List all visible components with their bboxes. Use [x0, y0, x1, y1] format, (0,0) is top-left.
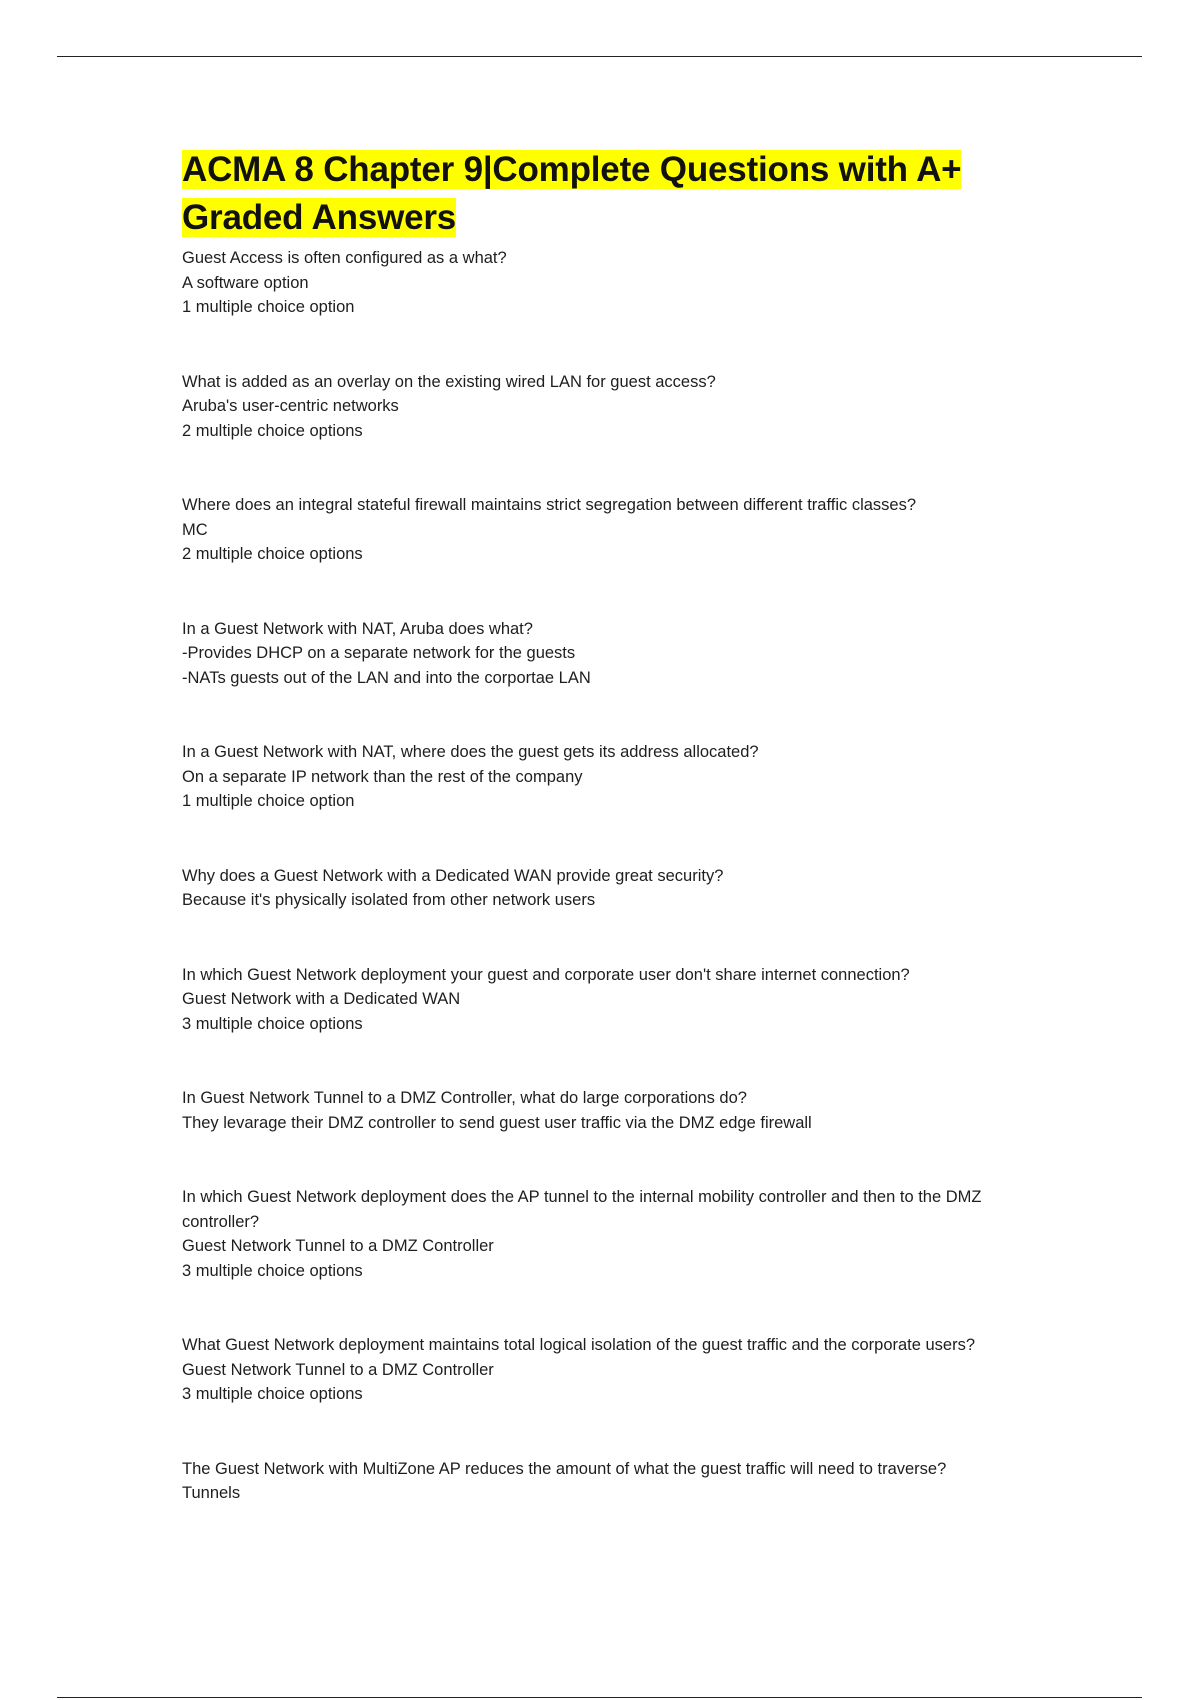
qa-item [182, 246, 1062, 320]
question-text: In a Guest Network with NAT, where does the guest gets its address allocated? [182, 743, 759, 761]
qa-item [182, 1185, 1062, 1283]
question-text: Why does a Guest Network with a Dedicated WAN provide great security? [182, 866, 724, 885]
question-text: The Guest Network with MultiZone AP reduces the amount of what the guest traffic will need to traverse? [182, 1459, 947, 1478]
answer-text: Aruba's user-centric networks [182, 397, 399, 415]
answer-text: On a separate IP network than the rest of the company [182, 767, 583, 786]
title-highlight [182, 150, 961, 237]
question-text: In which Guest Network deployment does the AP tunnel to the internal mobility controller and then to the DMZ controller? [182, 1188, 982, 1231]
answer-text: Guest Network Tunnel to a DMZ Controller [182, 1360, 494, 1379]
answer-text: -Provides DHCP on a separate network for the guests [182, 644, 576, 662]
answer-text: Tunnels [182, 1484, 241, 1502]
title-line-1: ACMA 8 Chapter 9|Complete Questions with A+ [182, 150, 962, 189]
document-title [182, 146, 1062, 242]
title-line-2: Graded Answers [182, 198, 457, 237]
qa-item [182, 1086, 1062, 1135]
answer-note: 2 multiple choice options [182, 545, 363, 563]
answer-note: 1 multiple choice option [182, 298, 355, 316]
answer-note: 3 multiple choice options [182, 1261, 363, 1280]
question-text: Where does an integral stateful firewall maintains strict segregation between different traffic classes? [182, 496, 917, 514]
qa-item [182, 370, 1062, 444]
question-text: What is added as an overlay on the existing wired LAN for guest access? [182, 372, 716, 391]
answer-note: 3 multiple choice options [182, 1385, 363, 1403]
question-text: In Guest Network Tunnel to a DMZ Controller, what do large corporations do? [182, 1089, 747, 1107]
qa-item [182, 963, 1062, 1037]
answer-note: 3 multiple choice options [182, 1014, 363, 1033]
answer-text: They levarage their DMZ controller to send guest user traffic via the DMZ edge firewall [182, 1113, 812, 1132]
document-body [182, 146, 1062, 1556]
question-text: In a Guest Network with NAT, Aruba does what? [182, 619, 533, 638]
answer-text: -NATs guests out of the LAN and into the corportae LAN [182, 668, 591, 687]
answer-note: 2 multiple choice options [182, 421, 363, 440]
answer-text: MC [182, 520, 208, 539]
qa-item [182, 864, 1062, 913]
qa-item [182, 1333, 1062, 1407]
answer-text: Guest Network with a Dedicated WAN [182, 990, 461, 1008]
qa-item [182, 493, 1062, 567]
qa-item [182, 740, 1062, 814]
qa-item [182, 617, 1062, 691]
question-text: Guest Access is often configured as a what? [182, 249, 507, 267]
answer-text: A software option [182, 273, 309, 292]
answer-text: Because it's physically isolated from other network users [182, 891, 596, 909]
qa-item [182, 1457, 1062, 1506]
question-text: In which Guest Network deployment your guest and corporate user don't share internet connection? [182, 965, 910, 984]
footer-rule [57, 1697, 1142, 1698]
answer-note: 1 multiple choice option [182, 792, 355, 810]
question-text: What Guest Network deployment maintains total logical isolation of the guest traffic and the corporate users? [182, 1336, 976, 1354]
answer-text: Guest Network Tunnel to a DMZ Controller [182, 1237, 494, 1255]
header-rule [57, 56, 1142, 57]
